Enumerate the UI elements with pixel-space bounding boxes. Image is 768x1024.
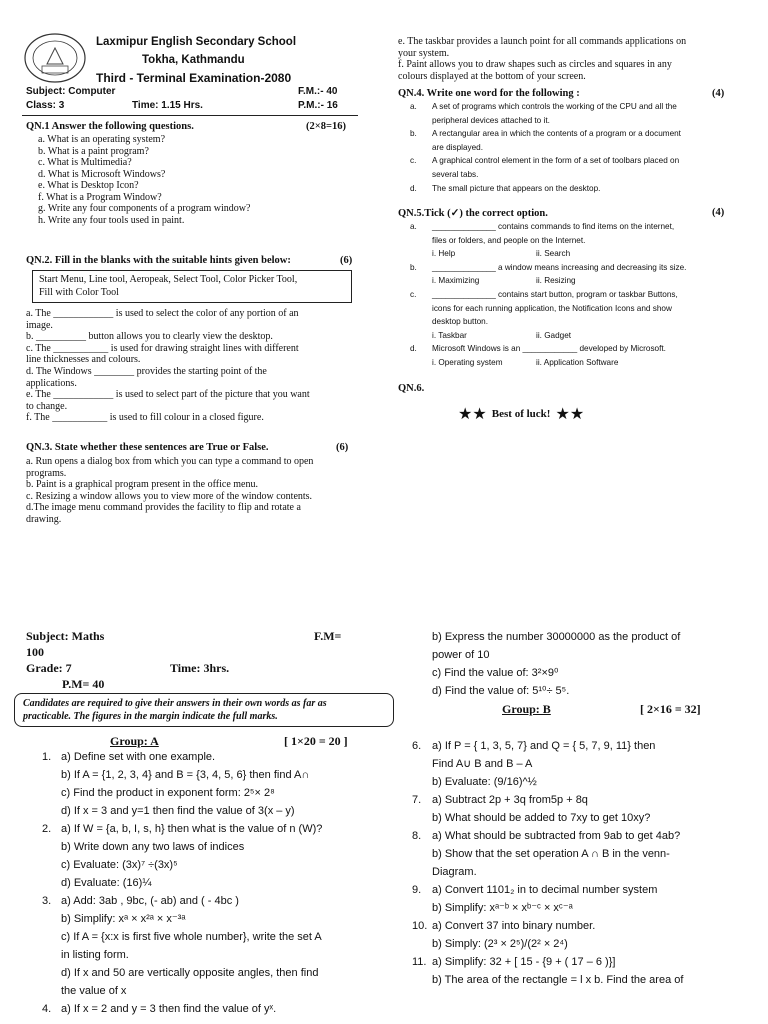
qn4-item — [410, 100, 750, 127]
question-number: 10. — [412, 920, 428, 932]
question-text: b) Simply: (2³ × 2⁵)/(2² × 2⁴) — [432, 938, 568, 950]
qn2-title: QN.2. Fill in the blanks with the suitable hints given below: — [26, 255, 291, 266]
qn4-item — [410, 154, 750, 181]
qn3-item: programs. — [26, 467, 67, 479]
qn4-item-text: peripheral devices attached to it. — [432, 115, 550, 125]
qn1-title: QN.1 Answer the following questions. — [26, 121, 194, 132]
question-text: a) Convert 37 into binary number. — [432, 920, 596, 932]
qn5-title: QN.5.Tick (✓) the correct option. — [398, 208, 548, 219]
qn4-title: QN.4. Write one word for the following : — [398, 88, 580, 99]
qn5-options — [432, 356, 750, 370]
question-text: b) Show that the set operation A ∩ B in the venn- — [432, 848, 670, 860]
option-2: ii. Application Software — [536, 357, 619, 367]
qn1-item: c. What is Multimedia? — [38, 157, 132, 168]
maths-question-line — [42, 856, 387, 874]
question-number: 6. — [412, 740, 422, 752]
qn4-item — [410, 182, 750, 196]
question-text: a) Subtract 2p + 3q from5p + 8q — [432, 794, 588, 806]
question-number: 2. — [42, 823, 52, 835]
question-number: 11. — [412, 956, 427, 968]
qn5-item-text: ______________ contains start button, program or taskbar Buttons, — [432, 289, 678, 299]
question-text: a) If W = {a, b, I, s, h} then what is the value of n (W)? — [61, 823, 323, 835]
maths-pm: P.M= 40 — [62, 677, 105, 691]
qn1-item: g. Write any four components of a program window? — [38, 203, 251, 214]
qn5-item-number: c. — [410, 289, 417, 299]
qn5-item-number: a. — [410, 222, 417, 231]
qn1-item: a. What is an operating system? — [38, 134, 166, 145]
group-a-title: Group: A — [110, 734, 159, 748]
hints-box — [32, 270, 352, 303]
qn4-item-text: A set of programs which controls the working of the CPU and all the — [432, 102, 677, 111]
group-b-marks: [ 2×16 = 32] — [640, 702, 701, 716]
question-text: b) Write down any two laws of indices — [61, 841, 245, 853]
maths-question-line — [412, 791, 762, 809]
qn2-item: e. The ____________ is used to select part of the picture that you want — [26, 389, 310, 401]
maths-question-line — [412, 773, 762, 791]
question-number: 3. — [42, 895, 52, 907]
question-number: 1. — [42, 751, 52, 763]
star-icon: ★ — [569, 404, 585, 423]
maths-time: Time: 3hrs. — [170, 661, 230, 675]
question-text: b) Simplify: xᵃ⁻ᵇ × xᵇ⁻ᶜ × xᶜ⁻ᵃ — [432, 902, 573, 914]
star-icon: ★ — [555, 404, 570, 423]
best-of-luck-text: Best of luck! — [491, 408, 551, 420]
qn3-item: drawing. — [26, 513, 62, 525]
question-number: 7. — [412, 794, 422, 806]
qn3-list — [26, 456, 371, 526]
group-a-questions — [42, 748, 387, 1018]
question-text: a) Add: 3ab , 9bc, (- ab) and ( - 4bc ) — [61, 895, 239, 907]
qn4-item-number: d. — [410, 183, 417, 193]
question-text: in listing form. — [61, 949, 129, 961]
qn3-item: colours displayed at the bottom of your screen. — [398, 70, 586, 82]
qn3-marks: (6) — [336, 442, 349, 453]
qn4-list — [410, 100, 750, 195]
maths-question-line — [42, 1000, 387, 1018]
question-text: c) If A = {x:x is first five whole number}, write the set A — [61, 931, 322, 943]
header-divider — [22, 115, 358, 116]
option-2: ii. Gadget — [536, 330, 572, 340]
option-2: ii. Resizing — [536, 276, 576, 286]
qn3-item: a. Run opens a dialog box from which you can type a command to open — [26, 456, 314, 467]
qn1-list — [38, 134, 358, 226]
qn5-item-number: d. — [410, 344, 417, 354]
qn5-item-number: b. — [410, 262, 417, 272]
question-text: c) Evaluate: (3x)⁷ ÷(3x)⁵ — [61, 859, 178, 871]
group-a-continued — [432, 628, 762, 700]
qn4-item-number: a. — [410, 102, 417, 111]
qn5-item — [410, 220, 750, 261]
qn4-item — [410, 127, 750, 154]
question-text: Find A∪ B and B – A — [432, 758, 533, 770]
qn2-item: f. The ___________ is used to fill colour in a closed figure. — [26, 412, 264, 424]
question-text: a) Convert 1101₂ in to decimal number system — [432, 884, 658, 896]
qn2-list — [26, 308, 366, 424]
question-text: the value of x — [61, 985, 127, 997]
question-text: c) Find the product in exponent form: 2⁵× 2⁸ — [61, 787, 275, 799]
question-text: Diagram. — [432, 866, 477, 878]
qn5-options — [432, 274, 750, 288]
qn5-item-text: ______________ contains commands to find items on the internet, — [432, 222, 675, 231]
question-text: b) If A = {1, 2, 3, 4} and B = {3, 4, 5, 6} then find A∩ — [61, 769, 310, 781]
qn2-item: to change. — [26, 400, 68, 412]
qn5-item-text: icons for each running application, the Notification Icons and show — [432, 303, 672, 313]
qn5-options — [432, 329, 750, 343]
question-text: a) If x = 2 and y = 3 then find the value of yˣ. — [61, 1003, 277, 1015]
option-1: i. Taskbar — [432, 330, 467, 340]
question-text: a) If P = { 1, 3, 5, 7} and Q = { 5, 7, 9, 11} then — [432, 740, 656, 752]
qn1-item: h. Write any four tools used in paint. — [38, 214, 185, 226]
qn2-item: a. The ____________ is used to select the color of any portion of an — [26, 308, 299, 319]
qn4-item-text: A rectangular area in which the contents of a program or a document — [432, 129, 681, 139]
maths-question-line — [412, 809, 762, 827]
qn5-item-text: desktop button. — [432, 317, 488, 327]
qn4-marks: (4) — [712, 88, 725, 99]
option-2: ii. Search — [536, 249, 571, 259]
question-text: a) Simplify: 32 + [ 15 - {9 + ( 17 – 6 )}] — [432, 956, 616, 968]
maths-fm-value: 100 — [26, 645, 44, 659]
qn5-item-text: Microsoft Windows is an ____________ developed by Microsoft. — [432, 344, 666, 354]
qn3-item: c. Resizing a window allows you to view more of the window contents. — [26, 490, 313, 502]
maths-question-line — [42, 928, 387, 946]
qn5-item — [410, 288, 750, 342]
qn5-item-text: files or folders, and people on the Internet. — [432, 235, 586, 245]
school-logo — [20, 30, 90, 86]
maths-question-line — [412, 935, 762, 953]
question-text: b) Simplify: xᵃ × x²ᵃ × x⁻³ᵃ — [61, 913, 186, 925]
maths-question-line — [412, 845, 762, 863]
question-text: b) The area of the rectangle = l x b. Find the area of — [432, 974, 684, 986]
qn1-item: d. What is Microsoft Windows? — [38, 168, 166, 180]
qn3-item: b. Paint is a graphical program present in the office menu. — [26, 479, 258, 491]
question-number: 4. — [42, 1003, 52, 1015]
maths-question-line — [42, 820, 387, 838]
maths-question-line — [42, 982, 387, 1000]
qn5-item — [410, 261, 750, 288]
maths-question-line — [412, 917, 762, 935]
question-number: 9. — [412, 884, 422, 896]
qn3-item: e. The taskbar provides a launch point for all commands applications on — [398, 36, 687, 47]
school-name: Laxmipur English Secondary School — [96, 36, 297, 48]
qn5-item-text: ______________ a window means increasing and decreasing its size. — [432, 262, 687, 272]
qn2-item: line thicknesses and colours. — [26, 354, 141, 366]
instructions-line-2: practicable. The figures in the margin indicate the full marks. — [23, 711, 278, 722]
hints-line-1: Start Menu, Line tool, Aeropeak, Select Tool, Color Picker Tool, — [39, 274, 298, 285]
question-text: d) If x = 3 and y=1 then find the value of 3(x – y) — [61, 805, 295, 817]
maths-question-line — [412, 881, 762, 899]
qn2-item: applications. — [26, 377, 77, 389]
qn2-marks: (6) — [340, 255, 353, 266]
subject-label: Subject: Computer — [26, 86, 116, 97]
qn4-item-number: b. — [410, 129, 417, 139]
qn4-item-number: c. — [410, 156, 417, 166]
maths-question-line: d) Find the value of: 5¹⁰÷ 5⁵. — [432, 685, 570, 697]
qn3-item: your system. — [398, 47, 450, 59]
best-of-luck — [458, 404, 584, 423]
full-marks: F.M.:- 40 — [298, 86, 338, 97]
qn4-item-text: are displayed. — [432, 142, 483, 152]
qn5-list — [410, 220, 750, 370]
maths-question-line — [42, 874, 387, 892]
question-text: a) What should be subtracted from 9ab to get 4ab? — [432, 830, 681, 842]
maths-question-line: c) Find the value of: 3²×9⁰ — [432, 667, 559, 679]
maths-question-line — [412, 863, 762, 881]
qn1-item: e. What is Desktop Icon? — [38, 180, 139, 191]
qn3-title: QN.3. State whether these sentences are True or False. — [26, 442, 269, 453]
class-label: Class: 3 — [26, 100, 65, 111]
maths-grade: Grade: 7 — [26, 661, 72, 675]
question-text: b) Evaluate: (9/16)^½ — [432, 776, 537, 788]
school-location: Tokha, Kathmandu — [142, 54, 245, 66]
instructions-line-1: Candidates are required to give their answers in their own words as far as — [23, 698, 327, 709]
qn3-item: d.The image menu command provides the facility to flip and rotate a — [26, 502, 301, 514]
qn1-marks: (2×8=16) — [306, 121, 346, 132]
exam-title: Third - Terminal Examination-2080 — [96, 71, 292, 85]
maths-question-line — [42, 766, 387, 784]
maths-question-line — [412, 737, 762, 755]
qn1-item: f. What is a Program Window? — [38, 191, 162, 203]
qn5-item — [410, 342, 750, 369]
option-1: i. Help — [432, 249, 456, 259]
maths-question-line — [42, 802, 387, 820]
maths-question-line — [412, 755, 762, 773]
group-a-marks: [ 1×20 = 20 ] — [284, 734, 348, 748]
qn4-item-text: The small picture that appears on the desktop. — [432, 183, 601, 193]
question-text: b) What should be added to 7xy to get 10xy? — [432, 812, 651, 824]
maths-question-line — [42, 784, 387, 802]
qn2-item: c. The ___________ is used for drawing straight lines with different — [26, 342, 299, 354]
option-1: i. Maximizing — [432, 276, 480, 286]
qn4-item-text: A graphical control element in the form of a set of toolbars placed on — [432, 156, 680, 166]
qn3-item: f. Paint allows you to draw shapes such as circles and squares in any — [398, 59, 672, 70]
star-icon: ★ — [472, 404, 487, 423]
pass-marks: P.M.:- 16 — [298, 100, 338, 111]
question-text: a) Define set with one example. — [61, 751, 216, 763]
maths-fm: F.M= — [314, 629, 342, 643]
qn2-item: d. The Windows ________ provides the starting point of the — [26, 365, 267, 377]
maths-question-line — [42, 946, 387, 964]
qn2-item: b. __________ button allows you to clearly view the desktop. — [26, 331, 273, 343]
qn5-options — [432, 247, 750, 261]
maths-question-line — [42, 838, 387, 856]
maths-question-line — [42, 910, 387, 928]
maths-question-line: b) Express the number 30000000 as the product of — [432, 631, 681, 643]
question-number: 8. — [412, 830, 422, 842]
qn1-item: b. What is a paint program? — [38, 145, 149, 157]
maths-question-line — [412, 827, 762, 845]
maths-question-line — [412, 971, 762, 989]
qn5-marks: (4) — [712, 207, 725, 218]
maths-subject: Subject: Maths — [26, 629, 105, 643]
maths-question-line — [42, 748, 387, 766]
question-text: d) Evaluate: (16)¼ — [61, 877, 152, 889]
question-text: d) If x and 50 are vertically opposite angles, then find — [61, 967, 319, 979]
group-b-questions — [412, 737, 762, 989]
maths-question-line — [42, 964, 387, 982]
qn2-item: image. — [26, 319, 53, 331]
star-icon: ★ — [458, 404, 473, 423]
maths-question-line — [412, 899, 762, 917]
qn4-item-text: several tabs. — [432, 169, 479, 179]
qn6-title: QN.6. — [398, 383, 425, 394]
hints-line-2: Fill with Color Tool — [39, 287, 119, 298]
maths-question-line — [412, 953, 762, 971]
maths-question-line — [42, 892, 387, 910]
instructions-box — [14, 693, 394, 727]
time-label: Time: 1.15 Hrs. — [132, 100, 203, 111]
group-b-title: Group: B — [502, 702, 551, 716]
option-1: i. Operating system — [432, 357, 503, 367]
maths-question-line: power of 10 — [432, 649, 490, 661]
qn3-continued — [398, 36, 748, 82]
